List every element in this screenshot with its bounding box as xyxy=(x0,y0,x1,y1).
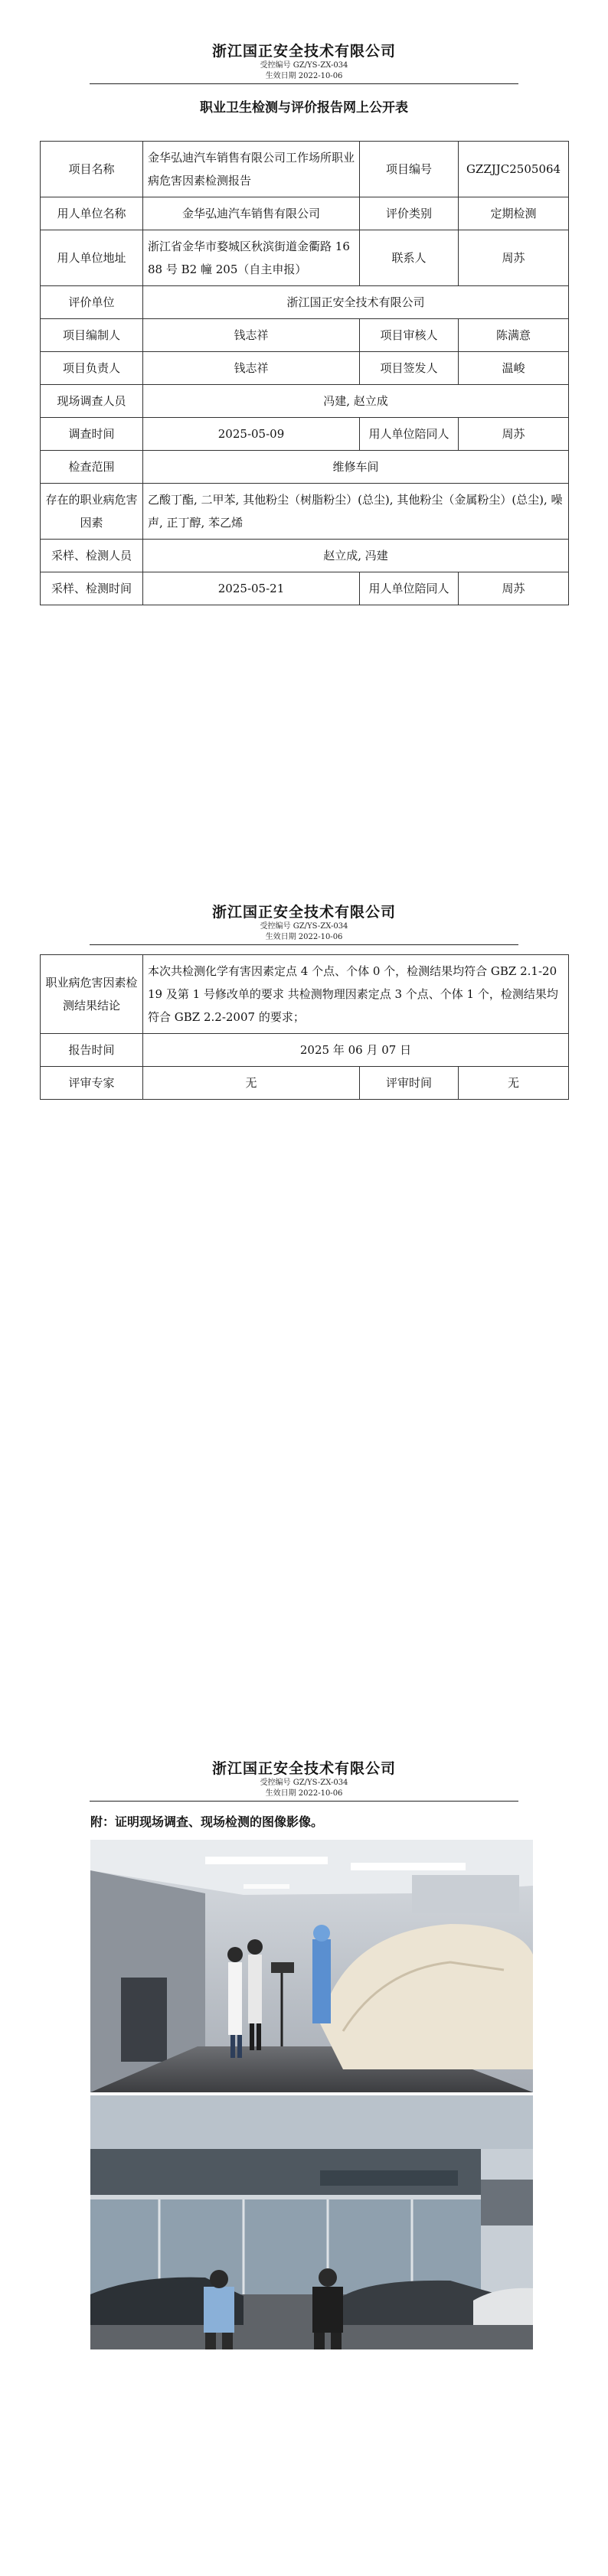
site-survey-photo xyxy=(90,1840,533,2092)
label-compiler: 项目编制人 xyxy=(41,319,143,352)
table-row xyxy=(41,484,569,540)
label-sampling-time: 采样、检测时间 xyxy=(41,572,143,605)
page-header xyxy=(0,40,608,84)
table-row xyxy=(41,1034,569,1067)
label-signer: 项目签发人 xyxy=(360,352,459,385)
label-site-investigators: 现场调查人员 xyxy=(41,385,143,418)
label-eval-unit: 评价单位 xyxy=(41,286,143,319)
document-title: 职业卫生检测与评价报告网上公开表 xyxy=(200,100,408,116)
label-review-time: 评审时间 xyxy=(360,1067,459,1100)
label-sampling-staff: 采样、检测人员 xyxy=(41,540,143,572)
value-report-time: 2025 年 06 月 07 日 xyxy=(143,1034,569,1067)
value-accompany-2: 周苏 xyxy=(459,572,569,605)
header-divider xyxy=(90,83,518,84)
table-row xyxy=(41,572,569,605)
value-eval-type: 定期检测 xyxy=(459,197,569,230)
value-hazards: 乙酸丁酯, 二甲苯, 其他粉尘（树脂粉尘）(总尘), 其他粉尘（金属粉尘）(总尘), 噪声, 正丁醇, 苯乙烯 xyxy=(143,484,569,540)
table-row xyxy=(41,319,569,352)
conclusion-table xyxy=(40,954,569,1100)
value-employer-name: 金华弘迪汽车销售有限公司 xyxy=(143,197,360,230)
label-scope: 检查范围 xyxy=(41,451,143,484)
page-1 xyxy=(0,40,608,116)
label-project-name: 项目名称 xyxy=(41,142,143,197)
value-signer: 温峻 xyxy=(459,352,569,385)
effective-date: 生效日期 2022-10-06 xyxy=(265,933,343,941)
value-site-investigators: 冯建, 赵立成 xyxy=(143,385,569,418)
label-employer-name: 用人单位名称 xyxy=(41,197,143,230)
table-row xyxy=(41,142,569,197)
label-contact: 联系人 xyxy=(360,230,459,286)
effective-date: 生效日期 2022-10-06 xyxy=(265,72,343,80)
label-survey-time: 调查时间 xyxy=(41,418,143,451)
table-row xyxy=(41,286,569,319)
workshop-scene-image xyxy=(90,1840,533,2092)
value-employer-address: 浙江省金华市婺城区秋滨街道金衢路 1688 号 B2 幢 205（自主申报） xyxy=(143,230,360,286)
table-row xyxy=(41,230,569,286)
value-conclusion: 本次共检测化学有害因素定点 4 个点、个体 0 个，检测结果均符合 GBZ 2.1-2019 及第 1 号修改单的要求 共检测物理因素定点 3 个点、个体 1 个，检测结果均符合 GBZ 2.2-2007 的要求； xyxy=(143,955,569,1034)
table-row xyxy=(41,540,569,572)
value-eval-unit: 浙江国正安全技术有限公司 xyxy=(143,286,569,319)
label-hazards: 存在的职业病危害因素 xyxy=(41,484,143,540)
company-name: 浙江国正安全技术有限公司 xyxy=(211,1760,396,1777)
table-row xyxy=(41,352,569,385)
table-row xyxy=(41,418,569,451)
control-number: 受控编号 GZ/YS-ZX-034 xyxy=(260,922,348,931)
value-survey-time: 2025-05-09 xyxy=(143,418,360,451)
effective-date: 生效日期 2022-10-06 xyxy=(265,1789,343,1798)
value-project-no: GZZJJC2505064 xyxy=(459,142,569,197)
label-conclusion: 职业病危害因素检测结果结论 xyxy=(41,955,143,1034)
value-compiler: 钱志祥 xyxy=(143,319,360,352)
label-eval-type: 评价类别 xyxy=(360,197,459,230)
company-name: 浙江国正安全技术有限公司 xyxy=(211,43,396,60)
value-project-name: 金华弘迪汽车销售有限公司工作场所职业病危害因素检测报告 xyxy=(143,142,360,197)
label-leader: 项目负责人 xyxy=(41,352,143,385)
value-accompany: 周苏 xyxy=(459,418,569,451)
label-accompany-2: 用人单位陪同人 xyxy=(360,572,459,605)
label-accompany: 用人单位陪同人 xyxy=(360,418,459,451)
page-header xyxy=(0,1757,608,1802)
table-row xyxy=(41,955,569,1034)
dealership-scene-image xyxy=(90,2095,533,2349)
table-row xyxy=(41,385,569,418)
control-number: 受控编号 GZ/YS-ZX-034 xyxy=(260,1779,348,1787)
label-reviewer: 项目审核人 xyxy=(360,319,459,352)
value-sampling-time: 2025-05-21 xyxy=(143,572,360,605)
label-expert: 评审专家 xyxy=(41,1067,143,1100)
control-number: 受控编号 GZ/YS-ZX-034 xyxy=(260,61,348,70)
value-reviewer: 陈满意 xyxy=(459,319,569,352)
value-scope: 维修车间 xyxy=(143,451,569,484)
value-expert: 无 xyxy=(143,1067,360,1100)
page-header xyxy=(0,901,608,945)
header-divider xyxy=(90,944,518,945)
table-row xyxy=(41,1067,569,1100)
page-3 xyxy=(0,1757,608,1802)
value-contact: 周苏 xyxy=(459,230,569,286)
company-name: 浙江国正安全技术有限公司 xyxy=(211,904,396,921)
page-2 xyxy=(0,901,608,945)
value-sampling-staff: 赵立成, 冯建 xyxy=(143,540,569,572)
table-row xyxy=(41,451,569,484)
label-employer-address: 用人单位地址 xyxy=(41,230,143,286)
table-row xyxy=(41,197,569,230)
label-project-no: 项目编号 xyxy=(360,142,459,197)
value-leader: 钱志祥 xyxy=(143,352,360,385)
attachment-title: 附：证明现场调查、现场检测的图像影像。 xyxy=(90,1815,324,1829)
value-review-time: 无 xyxy=(459,1067,569,1100)
disclosure-table xyxy=(40,141,569,605)
label-report-time: 报告时间 xyxy=(41,1034,143,1067)
header-divider xyxy=(90,1801,518,1802)
site-visit-photo xyxy=(90,2095,533,2349)
